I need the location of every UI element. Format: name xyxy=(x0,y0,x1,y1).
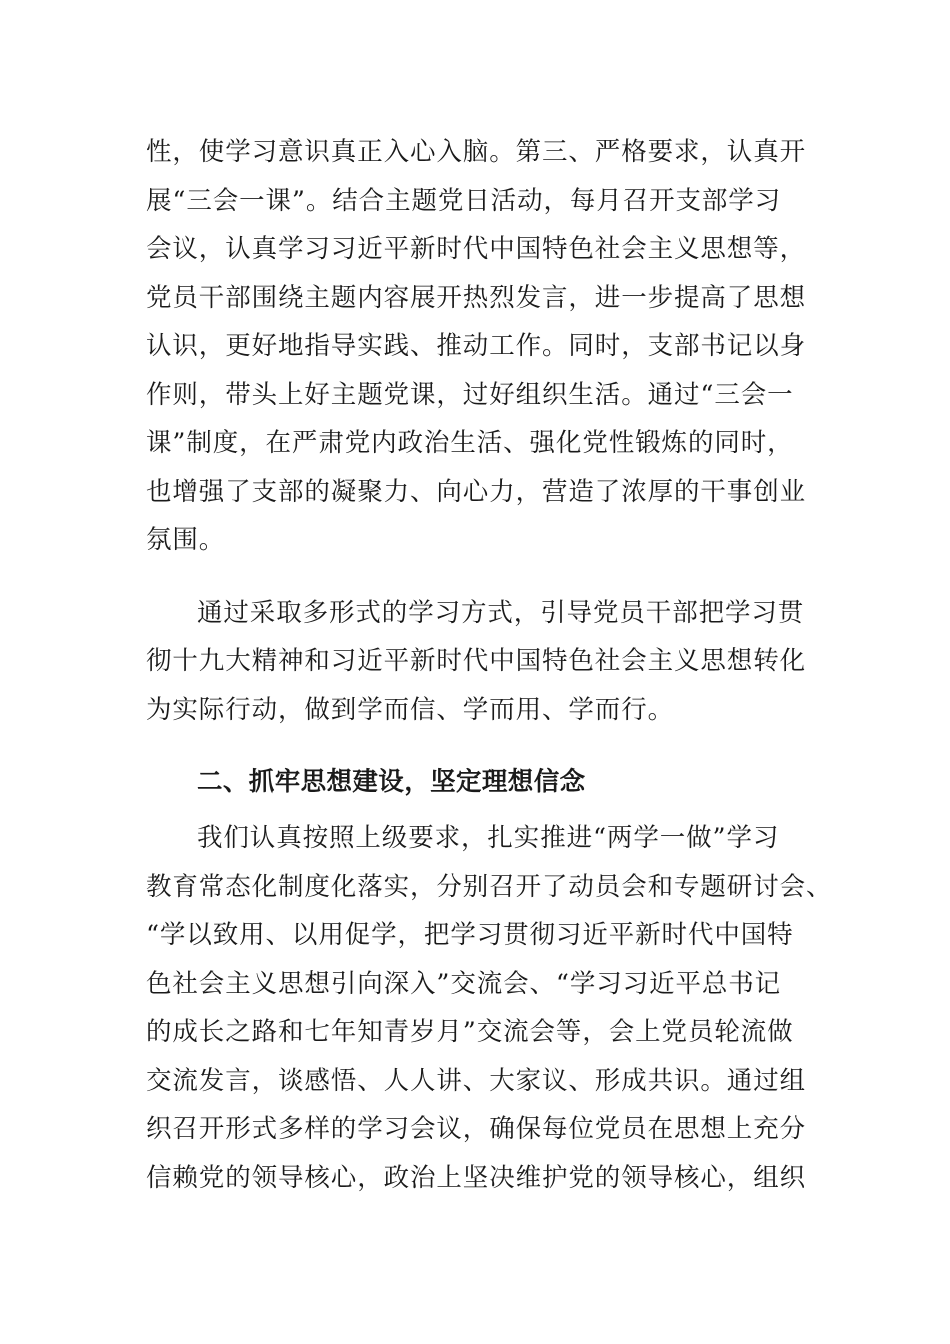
text-line: “学以致用、以用促学，把学习贯彻习近平新时代中国特 xyxy=(146,920,794,950)
text-line: 氛围。 xyxy=(146,525,226,555)
text-line: 色社会主义思想引向深入”交流会、“学习习近平总书记 xyxy=(146,969,782,999)
text-line: 信赖党的领导核心，政治上坚决维护党的领导核心，组织 xyxy=(146,1163,807,1193)
text-line: 也增强了支部的凝聚力、向心力，营造了浓厚的干事创业 xyxy=(146,477,807,507)
text-line: 交流发言，谈感悟、人人讲、大家议、形成共识。通过组 xyxy=(146,1066,807,1096)
text-line: 党员干部围绕主题内容展开热烈发言，进一步提高了思想 xyxy=(146,283,807,313)
text-line: 教育常态化制度化落实，分别召开了动员会和专题研讨会、 xyxy=(146,872,833,902)
text-line: 认识，更好地指导实践、推动工作。同时，支部书记以身 xyxy=(146,331,807,361)
text-line: 彻十九大精神和习近平新时代中国特色社会主义思想转化 xyxy=(146,646,807,676)
text-line: 的成长之路和七年知青岁月”交流会等，会上党员轮流做 xyxy=(146,1017,794,1047)
paragraph-first-line: 我们认真按照上级要求，扎实推进“两学一做”学习 xyxy=(197,823,780,853)
text-line: 织召开形式多样的学习会议，确保每位党员在思想上充分 xyxy=(146,1114,807,1144)
text-line: 为实际行动，做到学而信、学而用、学而行。 xyxy=(146,695,675,725)
text-line: 会议，认真学习习近平新时代中国特色社会主义思想等， xyxy=(146,234,807,264)
text-line: 展“三会一课”。结合主题党日活动，每月召开支部学习 xyxy=(146,186,782,216)
text-line: 课”制度，在严肃党内政治生活、强化党性锻炼的同时， xyxy=(146,428,794,458)
text-line: 性，使学习意识真正入心入脑。第三、严格要求，认真开 xyxy=(146,137,807,167)
text-line: 作则，带头上好主题党课，过好组织生活。通过“三会一 xyxy=(146,380,794,410)
paragraph-first-line: 通过采取多形式的学习方式，引导党员干部把学习贯 xyxy=(197,598,805,628)
section-heading: 二、抓牢思想建设，坚定理想信念 xyxy=(197,767,586,797)
